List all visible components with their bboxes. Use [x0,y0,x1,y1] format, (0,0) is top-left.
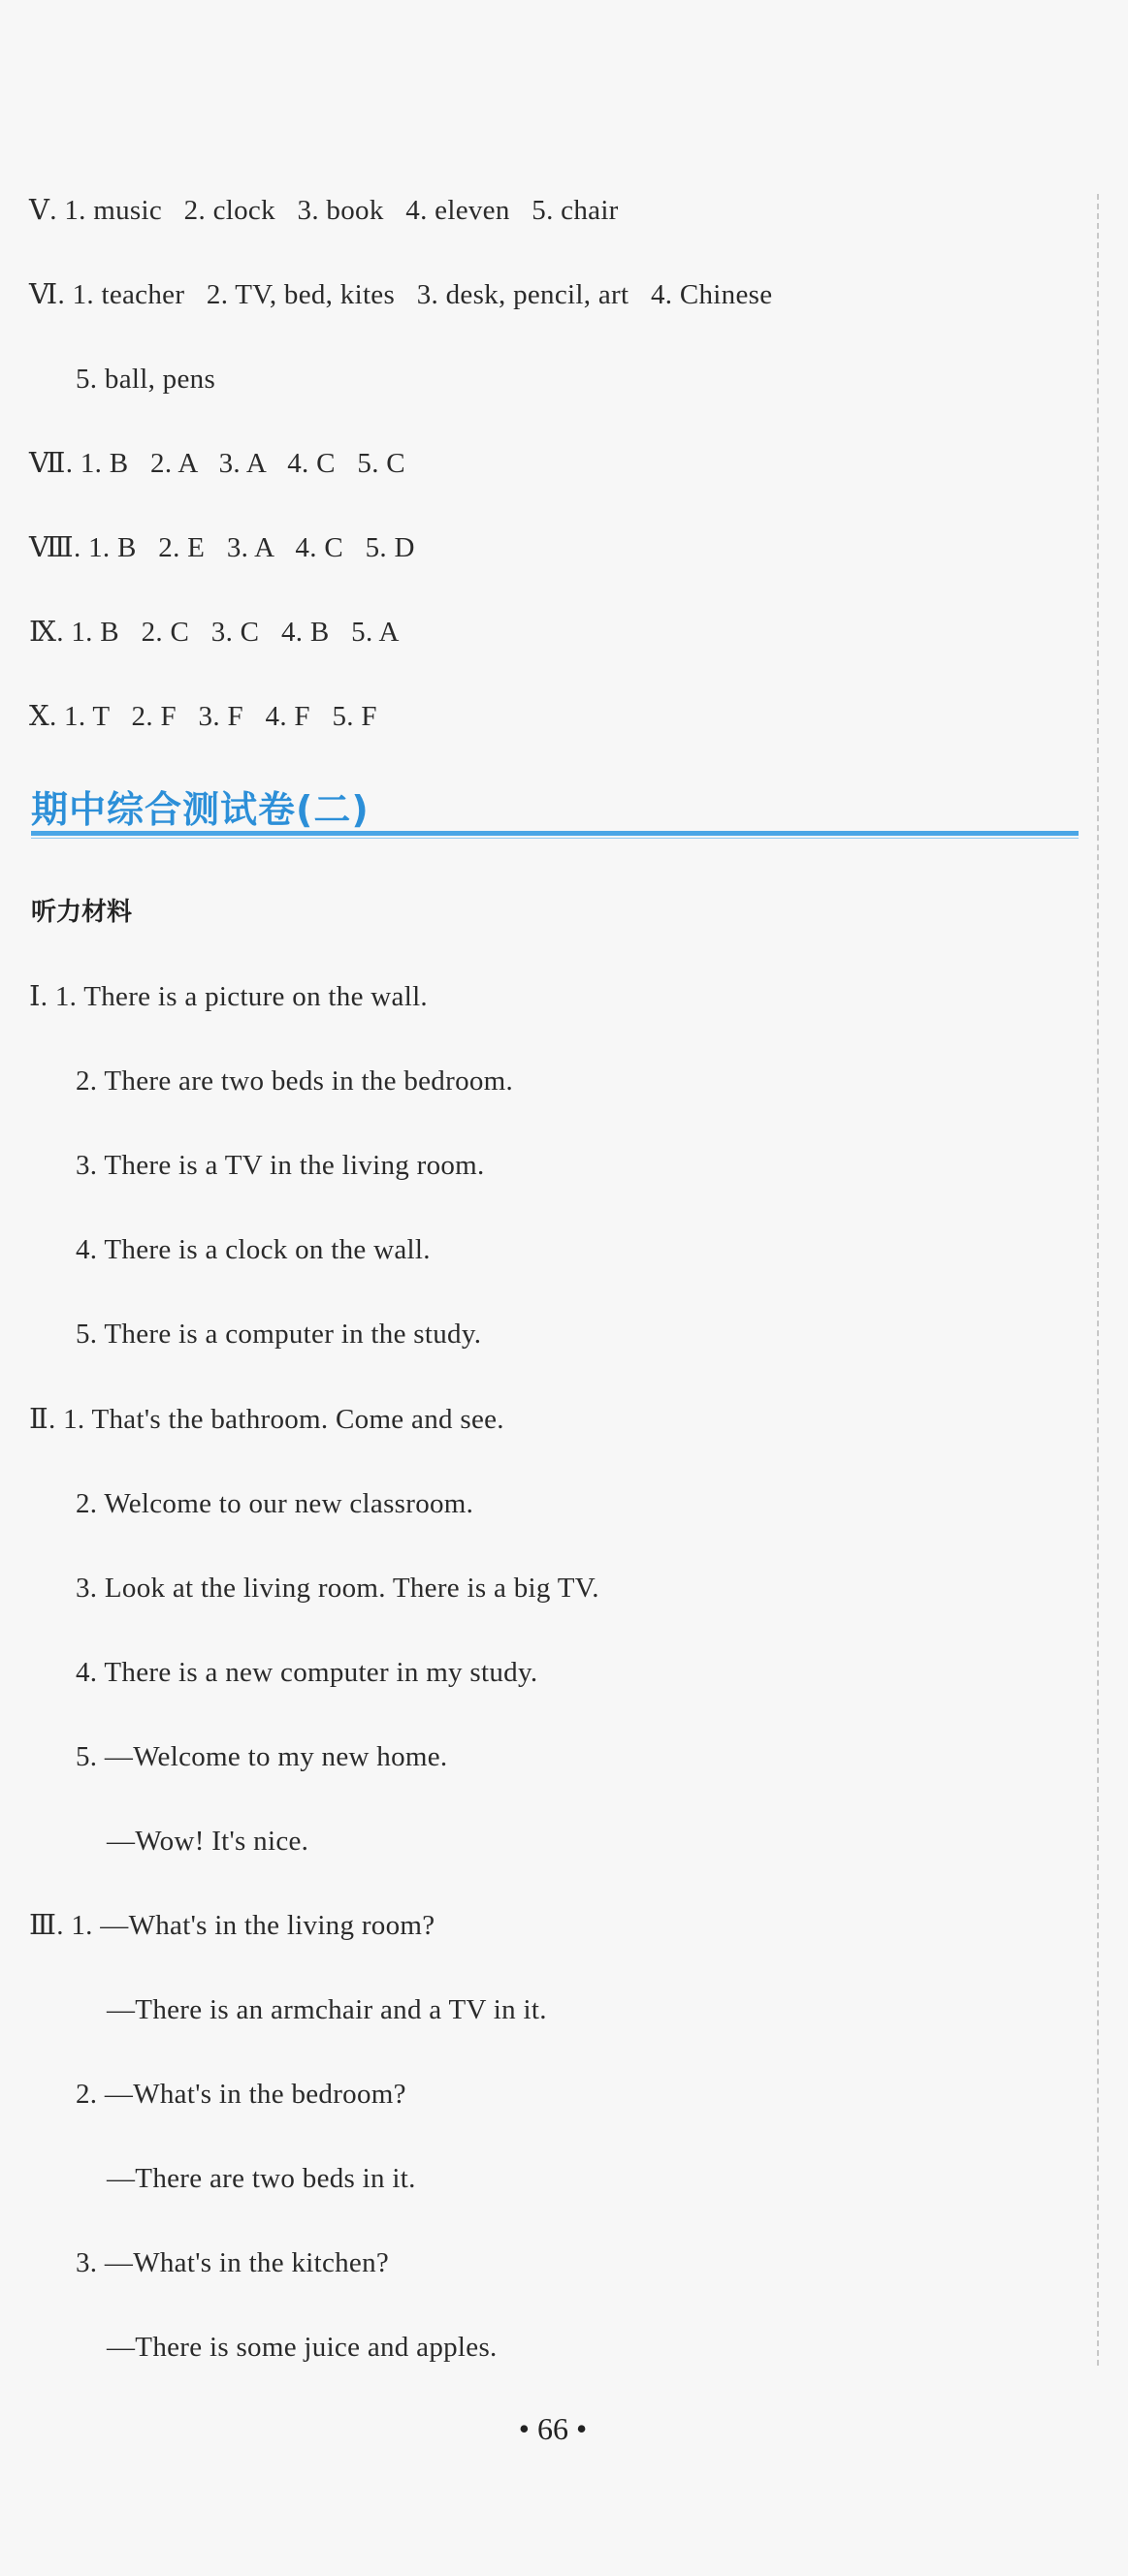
title-rule-thin [31,838,1079,839]
listening-line: 5. —Welcome to my new home. [76,1741,448,1772]
listening-line: Ⅲ. 1. —What's in the living room? [29,1910,435,1941]
listening-line: 3. There is a TV in the living room. [76,1150,485,1181]
listening-line: —There are two beds in it. [107,2163,416,2194]
listening-line: —Wow! It's nice. [107,1826,309,1857]
page-number: • 66 • [518,2411,588,2446]
answer-line-ix: Ⅸ. 1. B 2. C 3. C 4. B 5. A [29,617,400,648]
listening-line: 3. —What's in the kitchen? [76,2247,390,2278]
answer-line-vi: Ⅵ. 1. teacher 2. TV, bed, kites 3. desk, pencil, art 4. Chinese [29,279,773,310]
answer-line-x: Ⅹ. 1. T 2. F 3. F 4. F 5. F [29,701,377,732]
listening-line: 2. —What's in the bedroom? [76,2079,406,2110]
answer-line-vii: Ⅶ. 1. B 2. A 3. A 4. C 5. C [29,448,405,479]
listening-line: Ⅰ. 1. There is a picture on the wall. [29,981,428,1012]
listening-line: —There is some juice and apples. [107,2332,498,2363]
listening-line: 3. Look at the living room. There is a big TV. [76,1573,599,1604]
column-divider [1097,194,1099,2366]
listening-line: 4. There is a new computer in my study. [76,1657,538,1688]
answer-line-v: Ⅴ. 1. music 2. clock 3. book 4. eleven 5. chair [29,195,619,226]
listening-line: Ⅱ. 1. That's the bathroom. Come and see. [29,1404,504,1435]
answer-line-vi-cont: 5. ball, pens [76,364,216,395]
listening-line: 2. There are two beds in the bedroom. [76,1065,514,1097]
section-title: 期中综合测试卷(二) [31,788,370,831]
listening-line: 2. Welcome to our new classroom. [76,1488,474,1519]
title-rule [31,831,1079,836]
listening-line: —There is an armchair and a TV in it. [107,1994,547,2025]
listening-material-heading: 听力材料 [31,898,133,927]
listening-line: 4. There is a clock on the wall. [76,1234,431,1265]
listening-line: 5. There is a computer in the study. [76,1319,482,1350]
answer-line-viii: Ⅷ. 1. B 2. E 3. A 4. C 5. D [29,532,415,563]
